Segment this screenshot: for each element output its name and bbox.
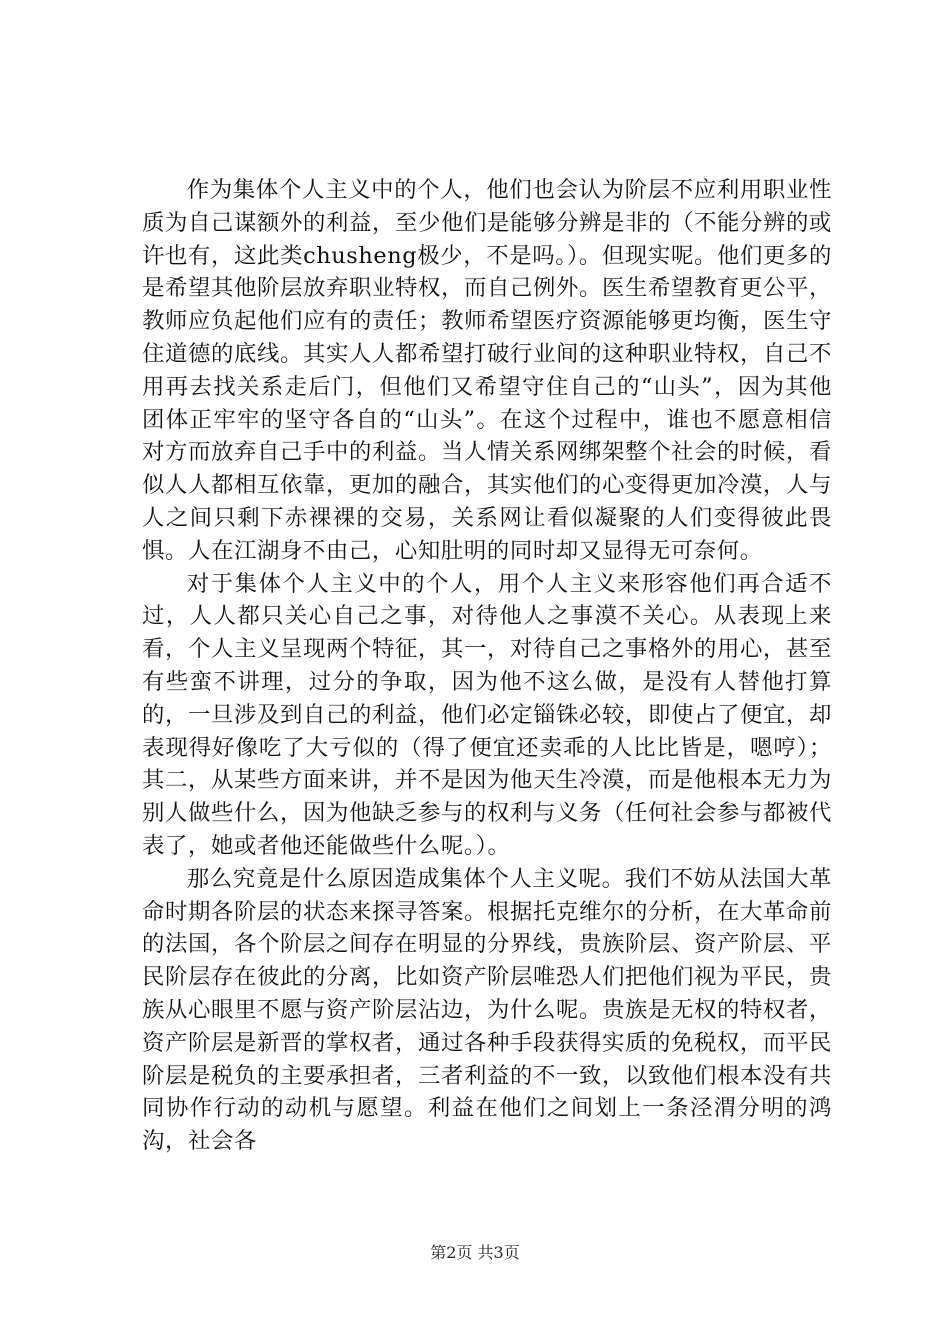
- page-number-footer: 第2页 共3页: [430, 1243, 520, 1262]
- document-body: [142, 174, 832, 1158]
- paragraph-2: 对于集体个人主义中的个人，用个人主义来形容他们再合适不过，人人都只关心自己之事，对待他人之事漠不关心。从表现上来看，个人主义呈现两个特征，其一，对待自己之事格外的用心，甚至有些蛮不讲理，过分的争取，因为他不这么做，是没有人替他打算的，一旦涉及到自己的利益，他们必定锱铢必较，即使占了便宜，却表现得好像吃了大亏似的（得了便宜还卖乖的人比比皆是，嗯哼）；其二，从某些方面来讲，并不是因为他天生冷漠，而是他根本无力为别人做些什么，因为他缺乏参与的权利与义务（任何社会参与都被代表了，她或者他还能做些什么呢。）。: [142, 570, 832, 859]
- paragraph-3: 那么究竟是什么原因造成集体个人主义呢。我们不妨从法国大革命时期各阶层的状态来探寻答案。根据托克维尔的分析，在大革命前的法国，各个阶层之间存在明显的分界线，贵族阶层、资产阶层、平民阶层存在彼此的分离，比如资产阶层唯恐人们把他们视为平民，贵族从心眼里不愿与资产阶层沾边，为什么呢。贵族是无权的特权者，资产阶层是新晋的掌权者，通过各种手段获得实质的免税权，而平民阶层是税负的主要承担者，三者利益的不一致，以致他们根本没有共同协作行动的动机与愿望。利益在他们之间划上一条泾渭分明的鸿沟，社会各: [142, 865, 832, 1155]
- paragraph-1: 作为集体个人主义中的个人，他们也会认为阶层不应利用职业性质为自己谋额外的利益，至少他们是能够分辨是非的（不能分辨的或许也有，这此类chusheng极少，不是吗。）。但现实呢。他们更多的是希望其他阶层放弃职业特权，而自己例外。医生希望教育更公平，教师应负起他们应有的责任；教师希望医疗资源能够更均衡，医生守住道德的底线。其实人人都希望打破行业间的这种职业特权，自己不用再去找关系走后门，但他们又希望守住自己的“山头”，因为其他团体正牢牢的坚守各自的“山头”。在这个过程中，谁也不愿意相信对方而放弃自己手中的利益。当人情关系网绑架整个社会的时候，看似人人都相互依靠，更加的融合，其实他们的心变得更加冷漠，人与人之间只剩下赤裸裸的交易，关系网让看似凝聚的人们变得彼此畏惧。人在江湖身不由己，心知肚明的同时却又显得无可奈何。: [142, 177, 832, 564]
